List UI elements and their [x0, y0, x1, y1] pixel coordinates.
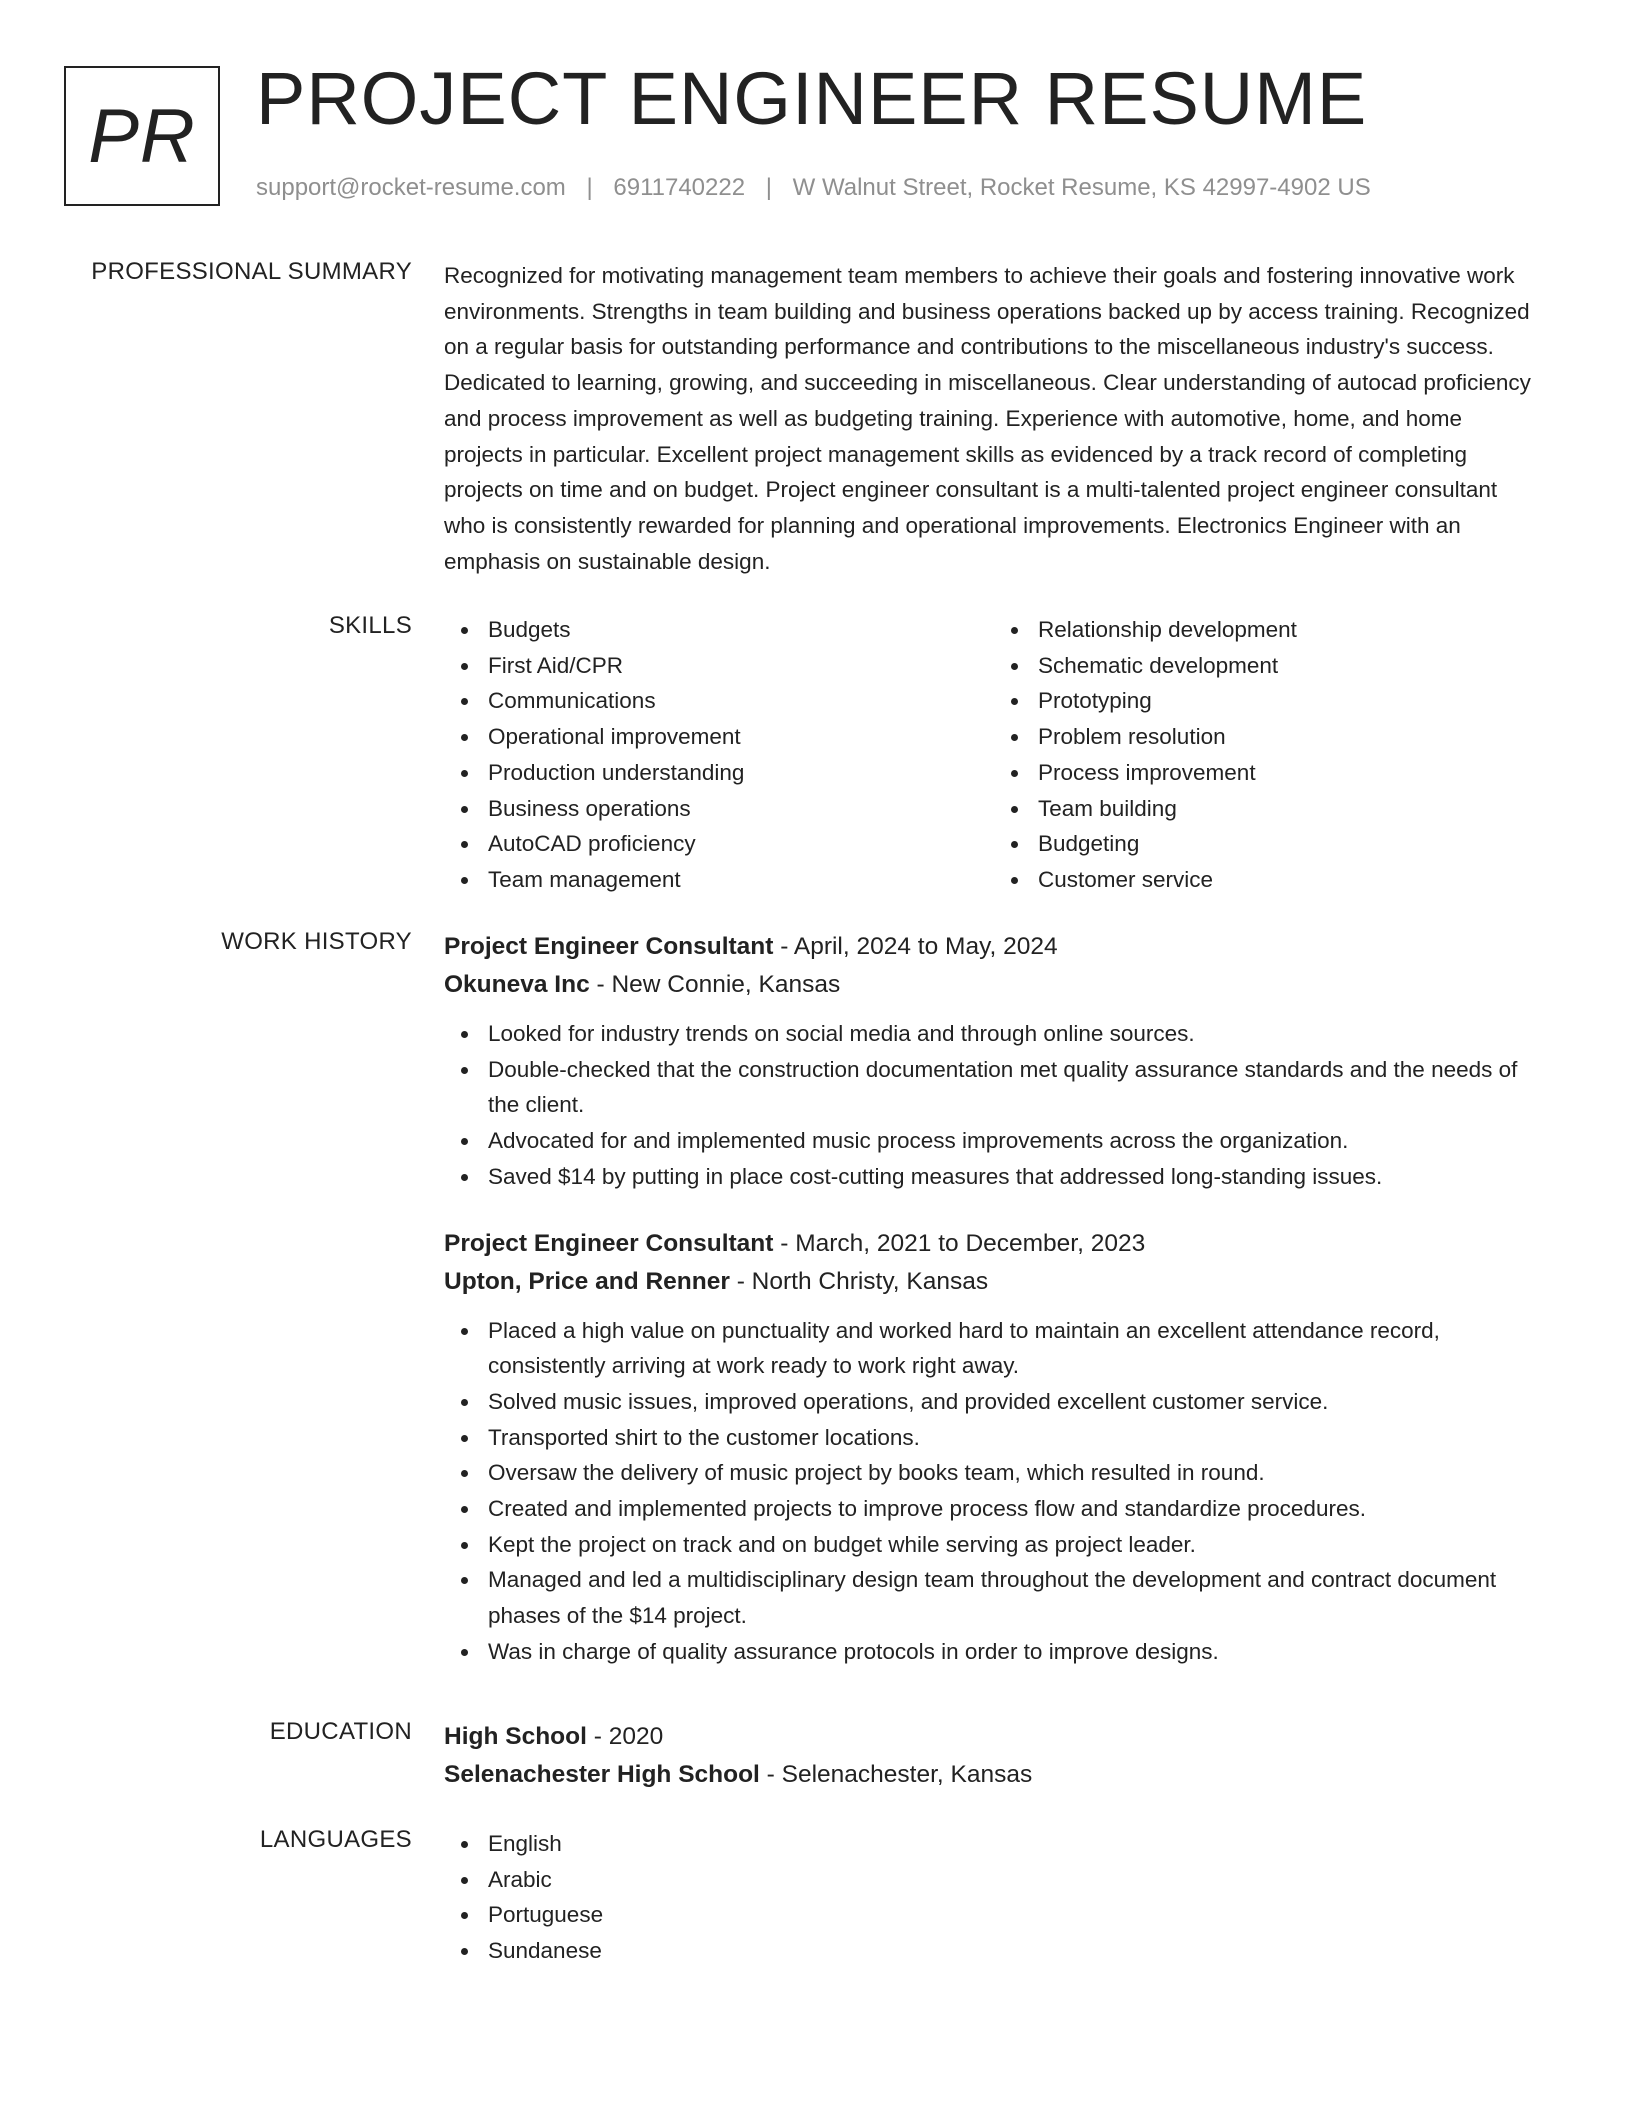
job-bullet: Advocated for and implemented music process improvements across the organization. [488, 1123, 1544, 1159]
skill-item: Budgeting [1038, 826, 1544, 862]
job-bullet: Kept the project on track and on budget while serving as project leader. [488, 1527, 1544, 1563]
job-bullet: Was in charge of quality assurance protocols in order to improve designs. [488, 1634, 1544, 1670]
job-bullets [444, 1313, 1544, 1670]
summary-text: Recognized for motivating management team members to achieve their goals and fostering innovative work environments. Strengths in team building and business operations backed up by access training. Recognized on a regular basis for outstanding performance and contributions to the miscellaneous industry's success. Dedicated to learning, growing, and succeeding in miscellaneous. Clear understanding of autocad proficiency and process improvement as well as budgeting training. Experience with automotive, home, and home projects in particular. Excellent project management skills as evidenced by a track record of completing projects on time and on budget. Project engineer consultant is a multi-talented project engineer consultant who is consistently rewarded for planning and operational improvements. Electronics Engineer with an emphasis on sustainable design. [444, 263, 1531, 574]
skill-item: Customer service [1038, 862, 1544, 898]
contact-address: W Walnut Street, Rocket Resume, KS 42997-4902 US [792, 174, 1371, 201]
skill-item: Budgets [488, 612, 994, 648]
work-history-body [444, 928, 1544, 1670]
job-bullet: Transported shirt to the customer locations. [488, 1420, 1544, 1456]
skills-list-right [994, 612, 1544, 898]
job-dates: - March, 2021 to December, 2023 [773, 1229, 1146, 1257]
job-bullet: Double-checked that the construction documentation met quality assurance standards and the needs of the client. [488, 1052, 1544, 1123]
education-location: - Selenachester, Kansas [759, 1761, 1033, 1788]
languages-body [444, 1826, 1544, 1969]
skill-item: Schematic development [1038, 648, 1544, 684]
job-company-line [444, 1263, 1544, 1301]
job-company: Upton, Price and Renner [444, 1267, 730, 1295]
job-location: - North Christy, Kansas [729, 1267, 989, 1295]
job-entry [444, 928, 1544, 1195]
section-label-skills: SKILLS [328, 612, 412, 639]
skill-item: Business operations [488, 791, 994, 827]
job-entry [444, 1225, 1544, 1670]
language-item: Sundanese [488, 1933, 1544, 1969]
education-degree-line [444, 1718, 1544, 1756]
skill-item: Operational improvement [488, 719, 994, 755]
job-title-line [444, 928, 1544, 966]
contact-email: support@rocket-resume.com [256, 174, 566, 201]
section-label-languages: LANGUAGES [259, 1826, 412, 1853]
skills-list-left [444, 612, 994, 898]
job-title-line [444, 1225, 1544, 1263]
skill-item: AutoCAD proficiency [488, 826, 994, 862]
skill-item: Process improvement [1038, 755, 1544, 791]
skill-item: Team management [488, 862, 994, 898]
job-bullets [444, 1016, 1544, 1195]
job-bullet: Solved music issues, improved operations, and provided excellent customer service. [488, 1384, 1544, 1420]
contact-separator: | [586, 174, 593, 201]
job-company: Okuneva Inc [444, 971, 590, 998]
skill-item: First Aid/CPR [488, 648, 994, 684]
job-dates: - April, 2024 to May, 2024 [773, 933, 1058, 960]
skill-item: Prototyping [1038, 683, 1544, 719]
education-school: Selenachester High School [444, 1761, 760, 1788]
skill-item: Relationship development [1038, 612, 1544, 648]
job-bullet: Created and implemented projects to improve process flow and standardize procedures. [488, 1491, 1544, 1527]
education-body [444, 1718, 1544, 1794]
skill-item: Production understanding [488, 755, 994, 791]
section-label-summary: PROFESSIONAL SUMMARY [91, 258, 412, 285]
monogram-box [64, 66, 220, 206]
job-bullet: Oversaw the delivery of music project by books team, which resulted in round. [488, 1455, 1544, 1491]
skill-item: Communications [488, 683, 994, 719]
skill-item: Team building [1038, 791, 1544, 827]
job-title: Project Engineer Consultant [444, 1229, 774, 1257]
skills-columns [444, 612, 1544, 898]
language-item: English [488, 1826, 1544, 1862]
job-company-line [444, 966, 1544, 1004]
education-year: - 2020 [586, 1723, 664, 1750]
contact-phone: 6911740222 [613, 174, 746, 201]
languages-list [444, 1826, 1544, 1969]
job-location: - New Connie, Kansas [589, 971, 841, 998]
resume-title: PROJECT ENGINEER RESUME [256, 57, 1368, 140]
contact-line [256, 174, 1371, 202]
job-bullet: Looked for industry trends on social media and through online sources. [488, 1016, 1544, 1052]
job-bullet: Placed a high value on punctuality and worked hard to maintain an excellent attendance record, consistently arriving at work ready to work right away. [488, 1313, 1544, 1384]
language-item: Arabic [488, 1862, 1544, 1898]
monogram-initials: PR [88, 93, 196, 179]
education-school-line [444, 1756, 1544, 1794]
job-bullet: Saved $14 by putting in place cost-cutting measures that addressed long-standing issues. [488, 1159, 1544, 1195]
job-title: Project Engineer Consultant [444, 933, 774, 960]
skill-item: Problem resolution [1038, 719, 1544, 755]
job-bullet: Managed and led a multidisciplinary design team throughout the development and contract document phases of the $14 project. [488, 1562, 1544, 1633]
education-degree: High School [444, 1723, 587, 1750]
section-label-work: WORK HISTORY [221, 928, 412, 955]
contact-separator: | [765, 174, 772, 201]
language-item: Portuguese [488, 1897, 1544, 1933]
section-label-education: EDUCATION [269, 1718, 412, 1745]
